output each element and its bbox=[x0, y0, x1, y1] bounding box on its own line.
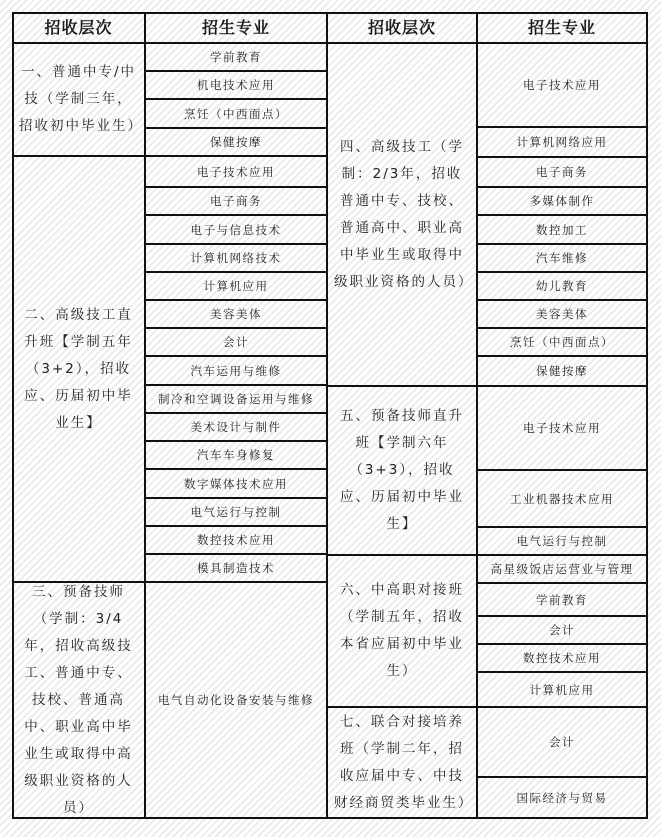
major-cell: 电子商务 bbox=[145, 187, 327, 215]
level-group-7: 七、联合对接培养班（学制二年，招收应届中专、中技财经商贸类毕业生） bbox=[327, 707, 477, 818]
major-cell: 数控技术应用 bbox=[145, 526, 327, 554]
major-cell: 机电技术应用 bbox=[145, 71, 327, 99]
header-level-left: 招收层次 bbox=[12, 12, 145, 43]
major-cell: 计算机网络应用 bbox=[477, 127, 647, 157]
major-cell: 汽车车身修复 bbox=[145, 441, 327, 469]
major-cell: 数控技术应用 bbox=[477, 644, 647, 672]
major-cell: 汽车维修 bbox=[477, 244, 647, 272]
major-cell: 电子技术应用 bbox=[145, 156, 327, 187]
major-cell: 计算机应用 bbox=[477, 672, 647, 707]
major-cell: 幼儿教育 bbox=[477, 272, 647, 300]
header-major-left: 招生专业 bbox=[145, 12, 327, 43]
major-cell: 计算机应用 bbox=[145, 272, 327, 300]
major-cell: 电子商务 bbox=[477, 157, 647, 187]
level-group-3: 三、预备技师（学制：3/4年，招收高级技工、普通中专、技校、普通高中、职业高中毕业生或取得中高级职业资格的人员） bbox=[12, 582, 145, 818]
major-cell: 工业机器技术应用 bbox=[477, 470, 647, 527]
level-group-4: 四、高级技工（学制：2/3年，招收普通中专、技校、普通高中、职业高中毕业生或取得中级职业资格的人员） bbox=[327, 43, 477, 386]
major-cell: 学前教育 bbox=[477, 583, 647, 616]
major-cell: 国际经济与贸易 bbox=[477, 777, 647, 818]
header-major-right: 招生专业 bbox=[477, 12, 647, 43]
major-cell: 保健按摩 bbox=[145, 128, 327, 156]
major-cell: 美容美体 bbox=[477, 300, 647, 328]
level-group-2: 二、高级技工直升班【学制五年（3+2），招收应、历届初中毕业生】 bbox=[12, 156, 145, 582]
major-cell: 汽车运用与维修 bbox=[145, 356, 327, 385]
major-cell: 美术设计与制件 bbox=[145, 413, 327, 441]
major-cell: 高星级饭店运营业与管理 bbox=[477, 555, 647, 583]
major-cell: 数控加工 bbox=[477, 215, 647, 244]
major-cell: 电子技术应用 bbox=[477, 43, 647, 127]
major-cell: 计算机网络技术 bbox=[145, 244, 327, 272]
major-cell: 数字媒体技术应用 bbox=[145, 469, 327, 498]
major-cell: 会计 bbox=[477, 707, 647, 777]
major-cell: 会计 bbox=[145, 328, 327, 356]
major-cell: 会计 bbox=[477, 616, 647, 644]
major-cell: 电气自动化设备安装与维修 bbox=[145, 582, 327, 818]
major-cell: 电气运行与控制 bbox=[145, 498, 327, 526]
major-cell: 电子技术应用 bbox=[477, 386, 647, 470]
major-cell: 模具制造技术 bbox=[145, 554, 327, 582]
major-cell: 烹饪（中西面点） bbox=[477, 328, 647, 356]
major-cell: 多媒体制作 bbox=[477, 187, 647, 215]
level-group-5: 五、预备技师直升班【学制六年（3+3），招收应、历届初中毕业生】 bbox=[327, 386, 477, 555]
level-group-6: 六、中高职对接班（学制五年，招收本省应届初中毕业生） bbox=[327, 555, 477, 707]
major-cell: 烹饪（中西面点） bbox=[145, 99, 327, 128]
header-level-right: 招收层次 bbox=[327, 12, 477, 43]
major-cell: 制冷和空调设备运用与维修 bbox=[145, 385, 327, 413]
major-cell: 电子与信息技术 bbox=[145, 215, 327, 244]
major-cell: 电气运行与控制 bbox=[477, 527, 647, 555]
level-group-1: 一、普通中专/中技（学制三年，招收初中毕业生） bbox=[12, 43, 145, 156]
major-cell: 保健按摩 bbox=[477, 356, 647, 386]
major-cell: 学前教育 bbox=[145, 43, 327, 71]
major-cell: 美容美体 bbox=[145, 300, 327, 328]
